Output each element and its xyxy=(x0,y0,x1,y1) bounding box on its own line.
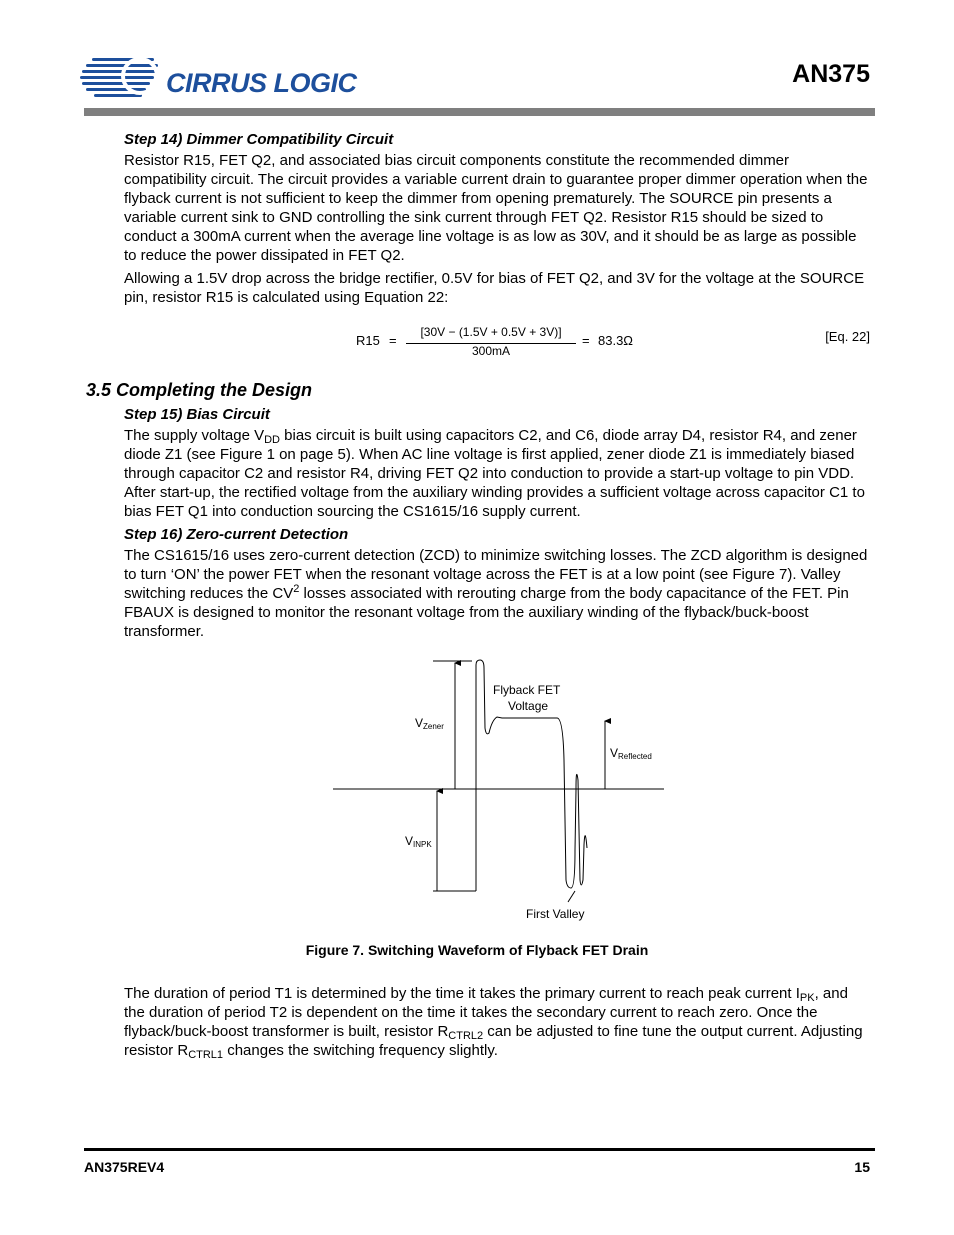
first-valley-label: First Valley xyxy=(526,907,585,921)
document-id: AN375 xyxy=(792,60,870,88)
closing-text-4: changes the switching frequency slightly. xyxy=(223,1042,498,1059)
step16-title: Step 16) Zero-current Detection xyxy=(124,526,349,543)
footer-divider xyxy=(84,1148,875,1151)
rctrl2-subscript: CTRL2 xyxy=(448,1030,484,1042)
flyback-label-line1: Flyback FET xyxy=(493,683,561,697)
step16-text-rest: losses associated with rerouting charge from the body capacitance of the FET. Pin FBAUX is designed to monitor the resonant voltage from the auxiliary winding of the flyback/buck-boost transformer. xyxy=(124,585,849,640)
equation-lhs: R15 xyxy=(356,333,380,348)
equation-denominator: 300mA xyxy=(471,344,511,358)
step14-title: Step 14) Dimmer Compatibility Circuit xyxy=(124,131,394,148)
cv-superscript: 2 xyxy=(293,583,300,595)
step14-paragraph-1: Resistor R15, FET Q2, and associated bias circuit components constitute the recommended dimmer compatibility circuit. The circuit provides a variable current drain to guarantee proper dimmer operation when the flyback current is not sufficient to keep the dimmer from opening prematurely. The SOURCE pin presents a variable current sink to GND controlling the sink current through FET Q2. Resistor R15 should be sized to conduct a 300mA current when the average line voltage is as low as 30V, and it should be as large as possible to reduce the power dissipated in FET Q2. xyxy=(124,152,868,264)
first-valley-pointer xyxy=(568,891,575,902)
equation-numerator: [30V − (1.5V + 0.5V + 3V)] xyxy=(420,325,562,339)
equation-tag: [Eq. 22] xyxy=(825,329,870,344)
equation-equals: = xyxy=(389,333,397,348)
vdd-subscript: DD xyxy=(264,434,280,446)
vzener-sub: Zener xyxy=(423,722,444,731)
equation-result: 83.3Ω xyxy=(598,333,634,348)
flyback-label-line2: Voltage xyxy=(508,699,549,713)
section-title: 3.5 Completing the Design xyxy=(86,380,313,400)
closing-paragraph xyxy=(124,984,872,1060)
step14-paragraph-2: Allowing a 1.5V drop across the bridge rectifier, 0.5V for bias of FET Q2, and 3V for the voltage at the SOURCE pin, resistor R15 is calculated using Equation 22: xyxy=(124,270,865,306)
vzener-main: V xyxy=(415,716,424,730)
footer-page-number: 15 xyxy=(854,1159,870,1175)
closing-text-1: The duration of period T1 is determined by the time it takes the primary current to reach peak current I xyxy=(124,985,800,1002)
step16-text-start: The CS1615/16 uses zero-current detection (ZCD) to minimize switching losses. The ZCD algorithm is designed to turn ‘ON’ the power FET when the resonant voltage across the FET is at a low point (see Figure 7). Valley switching reduces the CV xyxy=(124,547,868,602)
step15-text-start: The supply voltage V xyxy=(124,427,265,444)
vreflected-sub: Reflected xyxy=(618,752,652,761)
brand-name: CIRRUS LOGIC xyxy=(166,68,357,98)
vzener-label xyxy=(415,716,444,730)
vreflected-label xyxy=(610,746,652,760)
vreflected-main: V xyxy=(610,746,619,760)
ipk-subscript: PK xyxy=(799,992,815,1004)
vinpk-label xyxy=(405,834,432,848)
vinpk-main: V xyxy=(405,834,414,848)
step15-text-rest: bias circuit is built using capacitors C2, and C6, diode array D4, resistor R4, and zener diode Z1 (see Figure 1 on page 5). When AC line voltage is first applied, zener diode Z1 is immediately biased through capacitor C2 and resistor R4, driving FET Q2 into conduction to provide a start-up voltage to pin VDD. After start-up, the rectified voltage from the auxiliary winding provides a sufficient voltage across capacitor C1 to bias FET Q1 into conduction sourcing the CS1615/16 supply current. xyxy=(124,427,865,520)
figure-caption: Figure 7. Switching Waveform of Flyback FET Drain xyxy=(305,942,649,958)
rctrl1-subscript: CTRL1 xyxy=(188,1049,224,1061)
closing-text-2: , and the duration of period T2 is dependent on the time it takes the secondary current to reach zero. Once the flyback/buck-boost transformer is built, resistor R xyxy=(124,985,848,1040)
closing-text-3: can be adjusted to fine tune the output current. Adjusting resistor R xyxy=(124,1023,863,1059)
step15-title: Step 15) Bias Circuit xyxy=(124,406,270,423)
vinpk-sub: INPK xyxy=(413,840,432,849)
footer-doc-revision: AN375REV4 xyxy=(84,1159,165,1175)
equation-equals-2: = xyxy=(582,333,590,348)
